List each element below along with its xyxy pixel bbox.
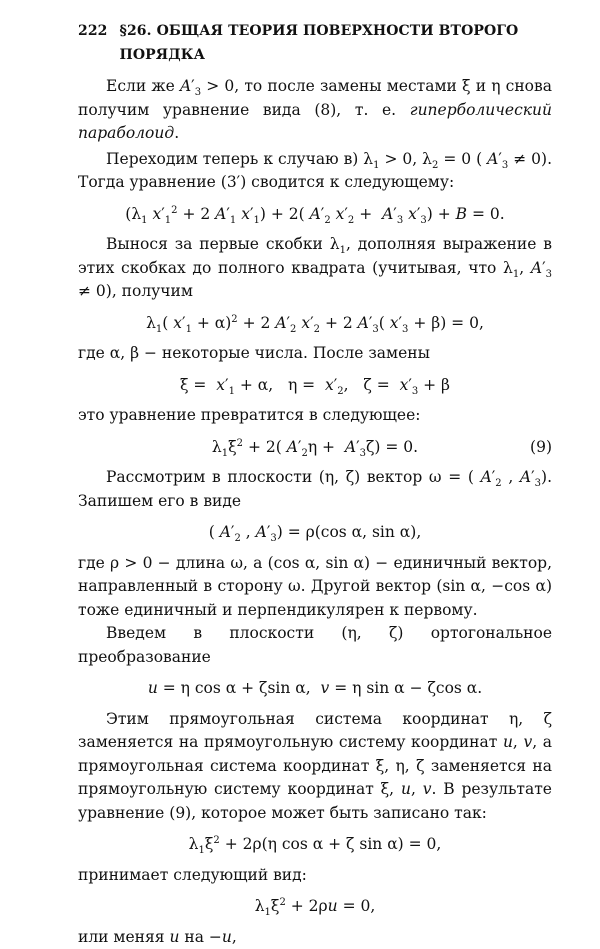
equation-number-9: (9) <box>530 436 552 460</box>
paragraph-alpha-beta: где α, β − некоторые числа. После замены <box>78 342 552 366</box>
formula-reduced-3: ($\lambda_1$ $x'_1^2 + 2$ $A'_1$ $x'_1) + 2$( $A'_2$ $x'_2 + A'_3$ $x'_3) + B = 0$. <box>78 203 552 227</box>
paragraph-unit-vector: где ρ > 0 − длина ω, а (cos α, sin α) − единичный вектор, направленный в сторону ω. Другой вектор (sin α, −cos α) тоже единичный и перпендикулярен к первому. <box>78 552 552 623</box>
paragraph-vector-omega: Рассмотрим в плоскости (η, ζ) вектор ω = ( $A'_2$ , $A'_3$). Запишем его в виде <box>78 466 552 513</box>
running-header <box>78 20 552 67</box>
formula-9: $\lambda_1\xi^2 + 2$( $A'_2\eta + A'_3\zeta) = 0$. (9) <box>78 436 552 460</box>
paragraph-transforms: это уравнение превратится в следующее: <box>78 404 552 428</box>
formula-polar-form: ( $A'_2$ , $A'_3) = \rho(\cos$ α, sin α), <box>78 521 552 545</box>
chapter-title: §26. ОБЩАЯ ТЕОРИЯ ПОВЕРХНОСТИ ВТОРОГО ПОРЯДКА <box>120 20 552 67</box>
paragraph-completing-square: Вынося за первые скобки $\lambda_1$, дополняя выражение в этих скобках до полного квадрата (учитывая, что $\lambda_1$, $A'_3 \ne 0$), получим <box>78 233 552 304</box>
formula-final: $\lambda_1\xi^2 + 2\rho u = 0$, <box>78 895 552 919</box>
page-number: 222 <box>78 20 108 44</box>
formula-rotation: u = η cos α + ζsin α, v = η sin α − ζcos α. <box>78 677 552 701</box>
paragraph-coordinate-change: Этим прямоугольная система координат η, ζ заменяется на прямоугольную систему координат u, v, а прямоугольная система координат ξ, η, ζ заменяется на прямоугольную систему координат ξ, u, v. В результате уравнение (9), которое может быть записано так: <box>78 708 552 826</box>
formula-substitution: $\xi = x'_1 + \alpha$, $\eta = x'_2$, $\zeta = x'_3 + \beta$ <box>78 374 552 398</box>
paragraph-orthogonal: Введем в плоскости (η, ζ) ортогональное преобразование <box>78 622 552 669</box>
paragraph-hyperbolic: Если же $A'_3 > 0$, то после замены местами ξ и η снова получим уравнение вида (8), т. е. гиперболический параболоид. <box>78 75 552 146</box>
formula-square: $\lambda_1$( $x'_1 + \alpha)^2 + 2$ $A'_2$ $x'_2 + 2$ $A'_3$( $x'_3 + \beta) = 0$, <box>78 312 552 336</box>
formula-rewritten-9: $\lambda_1\xi^2 + 2\rho(\eta$ cos α + ζ sin α) = 0, <box>78 833 552 857</box>
paragraph-change-sign: или меняя u на −u, <box>78 926 552 949</box>
paragraph-case-c: Переходим теперь к случаю в) $\lambda_1 > 0$, $\lambda_2 = 0$ ( $A'_3 \ne 0$). Тогда уравнение (3′) сводится к следующему: <box>78 148 552 195</box>
paragraph-takes-form: принимает следующий вид: <box>78 864 552 888</box>
